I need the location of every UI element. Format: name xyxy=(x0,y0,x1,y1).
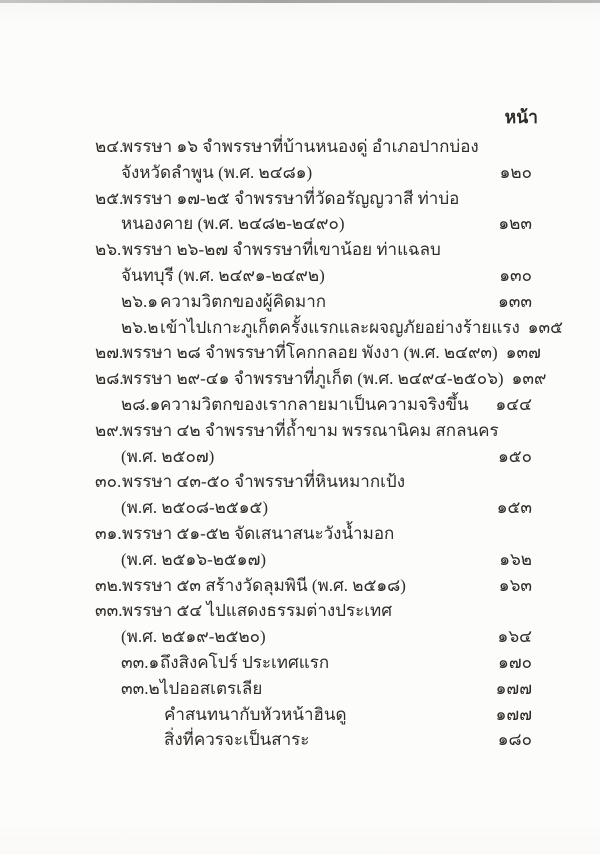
toc-entry-page: ๑๘๐ xyxy=(497,730,532,750)
toc-entry-title: พรรษา ๑๗-๒๕ จำพรรษาที่วัดอรัญญวาสี ท่าบ่อ xyxy=(122,188,460,208)
scan-edge-artifact xyxy=(0,0,600,3)
toc-row xyxy=(0,366,600,392)
toc-entry-page: ๑๖๒ xyxy=(499,549,532,569)
toc-entry-number: ๓๓. xyxy=(95,601,123,621)
toc-entry-page: ๑๒๐ xyxy=(499,162,532,182)
toc-entry-number: ๓๓.๑ xyxy=(121,652,160,672)
toc-entry-title: พรรษา ๔๒ จำพรรษาที่ถ้ำขาม พรรณานิคม สกลนคร xyxy=(122,420,499,440)
toc-entry-title: พรรษา ๒๖-๒๗ จำพรรษาที่เขาน้อย ท่าแฉลบ xyxy=(122,240,441,260)
toc-entry-number: ๒๘.๑ xyxy=(121,394,161,414)
toc-entry-title: ถึงสิงคโปร์ ประเทศแรก xyxy=(160,652,330,672)
toc-entry-title: ความวิตกของเรากลายมาเป็นความจริงขึ้น xyxy=(160,394,469,414)
toc-row xyxy=(0,289,600,315)
toc-row xyxy=(0,521,600,547)
toc-entry-number: ๒๖.๒ xyxy=(121,317,159,337)
toc-entry-page: ๑๖๓ xyxy=(498,575,532,595)
toc-row xyxy=(0,160,600,186)
toc-row xyxy=(0,418,600,444)
toc-entry-title: คำสนทนากับหัวหน้าฮินดู xyxy=(164,704,347,724)
toc-entry-page: ๑๓๗ xyxy=(505,343,541,363)
toc-entry-title: พรรษา ๕๑-๕๒ จัดเสนาสนะวังน้ำมอก xyxy=(122,523,395,543)
toc-entry-title: (พ.ศ. ๒๕๐๘-๒๕๑๕) xyxy=(121,498,269,518)
toc-entry-page: ๑๗๗ xyxy=(495,704,532,724)
toc-rows xyxy=(0,134,600,753)
toc-entry-number: ๒๖.๑ xyxy=(121,291,159,311)
page-column-label: หน้า xyxy=(504,107,538,127)
toc-entry-page: ๑๕๓ xyxy=(496,498,532,518)
toc-entry-number: ๒๘. xyxy=(95,369,124,389)
toc-entry-title: สิ่งที่ควรจะเป็นสาระ xyxy=(164,730,310,750)
toc-entry-title: (พ.ศ. ๒๕๐๗) xyxy=(121,446,215,466)
toc-row xyxy=(0,340,600,366)
toc-row xyxy=(0,315,600,341)
toc-entry-number: ๒๕. xyxy=(95,188,124,208)
toc-row xyxy=(0,676,600,702)
toc-entry-page: ๑๓๙ xyxy=(511,369,547,389)
toc-row xyxy=(0,134,600,160)
toc-entry-title: พรรษา ๕๔ ไปแสดงธรรมต่างประเทศ xyxy=(122,601,393,621)
toc-entry-title: พรรษา ๒๘ จำพรรษาที่โคกกลอย พังงา (พ.ศ. ๒๔๙๓) xyxy=(122,343,498,363)
toc-entry-title: พรรษา ๑๖ จำพรรษาที่บ้านหนองดู่ อำเภอปากบ่อง xyxy=(122,137,479,156)
toc-entry-page: ๑๕๐ xyxy=(497,446,532,466)
toc-entry-title: (พ.ศ. ๒๕๑๙-๒๕๒๐) xyxy=(121,627,266,647)
toc-row xyxy=(0,727,600,753)
toc-row xyxy=(0,392,600,418)
toc-row xyxy=(0,237,600,263)
toc-row xyxy=(0,495,600,521)
toc-row xyxy=(0,211,600,237)
toc-entry-page: ๑๓๐ xyxy=(499,265,532,285)
toc-entry-title: หนองคาย (พ.ศ. ๒๔๘๒-๒๔๙๐) xyxy=(121,214,345,234)
toc-entry-title: จันทบุรี (พ.ศ. ๒๔๙๑-๒๔๙๒) xyxy=(121,265,325,285)
toc-entry-title: พรรษา ๔๓-๕๐ จำพรรษาที่หินหมากเป้ง xyxy=(122,472,406,492)
toc-row xyxy=(0,624,600,650)
toc-entry-page: ๑๒๓ xyxy=(498,214,532,234)
toc-row xyxy=(0,444,600,470)
toc-entry-number: ๓๐. xyxy=(95,472,122,492)
toc-entry-number: ๓๑. xyxy=(95,523,122,543)
page-column-header xyxy=(0,104,600,134)
toc-entry-number: ๒๔. xyxy=(95,137,124,156)
toc-row xyxy=(0,573,600,599)
toc-row xyxy=(0,650,600,676)
toc-entry-title: เข้าไปเกาะภูเก็ตครั้งแรกและผจญภัยอย่างร้ายแรง xyxy=(160,317,520,337)
toc-entry-page: ๑๓๕ xyxy=(527,317,564,337)
toc-row xyxy=(0,547,600,573)
toc-entry-title: ความวิตกของผู้คิดมาก xyxy=(160,291,327,311)
toc-entry-title: จังหวัดลำพูน (พ.ศ. ๒๔๘๑) xyxy=(121,162,313,182)
toc-entry-title: พรรษา ๕๓ สร้างวัดลุมพินี (พ.ศ. ๒๕๑๘) xyxy=(122,575,406,595)
toc-entry-page: ๑๓๓ xyxy=(497,291,532,311)
toc-entry-number: ๓๒. xyxy=(95,575,123,595)
toc-entry-number: ๒๙. xyxy=(95,420,123,440)
toc-entry-page: ๑๔๔ xyxy=(495,394,532,414)
toc-entry-number: ๒๖. xyxy=(95,240,122,260)
toc-row xyxy=(0,598,600,624)
toc-entry-title: (พ.ศ. ๒๕๑๖-๒๕๑๗) xyxy=(121,549,267,569)
toc-entry-page: ๑๗๐ xyxy=(498,652,532,672)
toc-row xyxy=(0,469,600,495)
toc-entry-number: ๒๗. xyxy=(95,343,124,363)
toc-row xyxy=(0,186,600,212)
toc-entry-page: ๑๖๔ xyxy=(497,627,532,647)
toc-row xyxy=(0,702,600,728)
toc-entry-title: พรรษา ๒๙-๔๑ จำพรรษาที่ภูเก็ต (พ.ศ. ๒๔๙๔-๒๕๐๖) xyxy=(122,369,504,389)
toc-entry-page: ๑๗๗ xyxy=(495,678,532,698)
toc-row xyxy=(0,263,600,289)
toc-entry-number: ๓๓.๒ xyxy=(121,678,160,698)
toc-entry-title: ไปออสเตรเลีย xyxy=(160,678,263,698)
